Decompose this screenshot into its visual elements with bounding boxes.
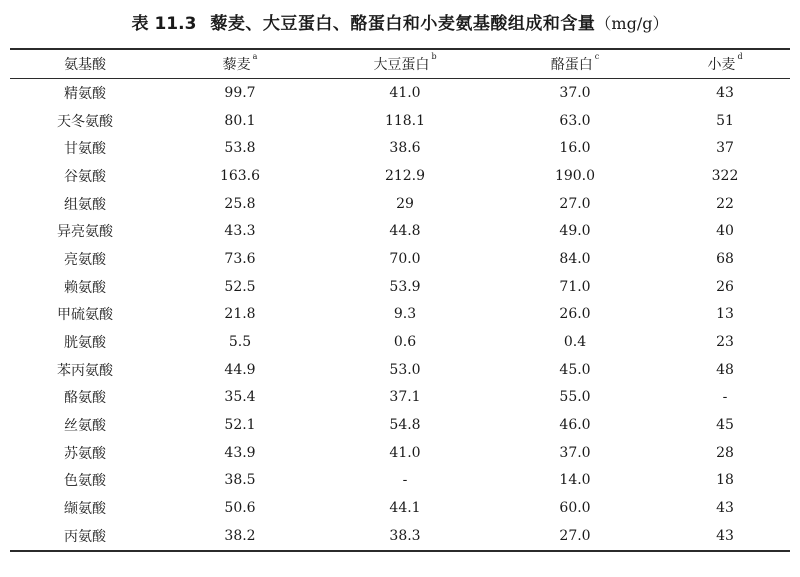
- cell-quinoa: 38.5: [224, 472, 256, 489]
- table-row: [10, 273, 790, 301]
- cell-soy-protein: 70.0: [389, 250, 421, 267]
- cell-quinoa: 52.1: [224, 417, 256, 434]
- cell-amino-acid: 异亮氨酸: [57, 224, 113, 241]
- cell-amino-acid: 赖氨酸: [64, 279, 106, 296]
- table-row: [10, 384, 790, 412]
- cell-quinoa: 53.8: [224, 140, 256, 157]
- cell-soy-protein: 9.3: [393, 306, 417, 323]
- cell-wheat: 51: [716, 112, 734, 129]
- table-row: [10, 356, 790, 384]
- cell-amino-acid: 亮氨酸: [64, 251, 106, 268]
- cell-amino-acid: 缬氨酸: [64, 501, 106, 518]
- cell-soy-protein: 37.1: [389, 389, 421, 406]
- cell-wheat: 43: [716, 84, 734, 101]
- cell-amino-acid: 色氨酸: [64, 473, 106, 490]
- amino-acid-table: [10, 48, 790, 552]
- cell-casein: 37.0: [559, 444, 591, 461]
- cell-wheat: 22: [716, 195, 734, 212]
- cell-amino-acid: 丝氨酸: [64, 418, 106, 435]
- cell-quinoa: 52.5: [224, 278, 256, 295]
- table-row: [10, 134, 790, 162]
- cell-quinoa: 21.8: [224, 306, 256, 323]
- cell-soy-protein: 38.6: [389, 140, 421, 157]
- header-amino-acid: 氨基酸: [64, 57, 106, 73]
- table-row: [10, 245, 790, 273]
- cell-wheat: 37: [716, 140, 734, 157]
- table-unit: （mg/g）: [595, 14, 669, 33]
- cell-wheat: -: [722, 389, 728, 406]
- cell-quinoa: 43.9: [224, 444, 256, 461]
- cell-wheat: 68: [716, 250, 734, 267]
- cell-wheat: 43: [716, 527, 734, 544]
- cell-quinoa: 35.4: [224, 389, 256, 406]
- header-soy-protein: 大豆蛋白$^b$: [373, 52, 437, 73]
- cell-casein: 14.0: [559, 472, 591, 489]
- cell-amino-acid: 酪氨酸: [64, 390, 106, 407]
- cell-soy-protein: 44.1: [389, 500, 421, 517]
- cell-soy-protein: 53.9: [389, 278, 421, 295]
- cell-quinoa: 43.3: [224, 223, 256, 240]
- cell-soy-protein: 53.0: [389, 361, 421, 378]
- cell-wheat: 45: [716, 417, 734, 434]
- table-row: [10, 301, 790, 329]
- table-caption: [10, 12, 790, 38]
- table-row: [10, 494, 790, 522]
- header-wheat: 小麦$^d$: [707, 52, 743, 73]
- table-title: 藜麦、大豆蛋白、酪蛋白和小麦氨基酸组成和含量: [210, 14, 596, 34]
- cell-casein: 55.0: [559, 389, 591, 406]
- cell-soy-protein: -: [402, 472, 408, 489]
- table-row: [10, 522, 790, 551]
- cell-quinoa: 5.5: [228, 334, 252, 351]
- table-row: [10, 217, 790, 245]
- cell-soy-protein: 38.3: [389, 527, 421, 544]
- table-number: 表 11.3: [131, 14, 197, 34]
- cell-casein: 49.0: [559, 223, 591, 240]
- cell-amino-acid: 天冬氨酸: [57, 113, 113, 130]
- cell-wheat: 48: [716, 361, 734, 378]
- table-row: [10, 411, 790, 439]
- cell-quinoa: 38.2: [224, 527, 256, 544]
- cell-amino-acid: 甘氨酸: [64, 141, 106, 158]
- cell-soy-protein: 41.0: [389, 84, 421, 101]
- cell-soy-protein: 41.0: [389, 444, 421, 461]
- table-body: [10, 79, 790, 551]
- cell-wheat: 18: [716, 472, 734, 489]
- cell-casein: 37.0: [559, 84, 591, 101]
- cell-wheat: 13: [716, 306, 734, 323]
- cell-wheat: 28: [716, 444, 734, 461]
- cell-amino-acid: 组氨酸: [64, 196, 106, 213]
- cell-amino-acid: 苏氨酸: [64, 445, 106, 462]
- header-casein: 酪蛋白$^c$: [550, 52, 600, 73]
- table-row: [10, 328, 790, 356]
- cell-quinoa: 50.6: [224, 500, 256, 517]
- cell-quinoa: 25.8: [224, 195, 256, 212]
- table-row: [10, 107, 790, 135]
- table-header-row: [10, 49, 790, 79]
- cell-quinoa: 163.6: [219, 167, 261, 184]
- cell-amino-acid: 精氨酸: [64, 85, 106, 102]
- cell-soy-protein: 0.6: [393, 334, 417, 351]
- cell-amino-acid: 丙氨酸: [64, 528, 106, 545]
- cell-soy-protein: 212.9: [384, 167, 426, 184]
- header-quinoa: 藜麦$^a$: [222, 52, 258, 73]
- cell-soy-protein: 44.8: [389, 223, 421, 240]
- cell-casein: 16.0: [559, 140, 591, 157]
- table-row: [10, 467, 790, 495]
- table-row: [10, 79, 790, 107]
- cell-wheat: 26: [716, 278, 734, 295]
- cell-casein: 71.0: [559, 278, 591, 295]
- cell-amino-acid: 谷氨酸: [64, 168, 106, 185]
- cell-wheat: 43: [716, 500, 734, 517]
- cell-casein: 26.0: [559, 306, 591, 323]
- cell-quinoa: 73.6: [224, 250, 256, 267]
- cell-wheat: 23: [716, 334, 734, 351]
- table-row: [10, 162, 790, 190]
- cell-casein: 63.0: [559, 112, 591, 129]
- cell-casein: 46.0: [559, 417, 591, 434]
- table-row: [10, 190, 790, 218]
- cell-quinoa: 44.9: [224, 361, 256, 378]
- cell-quinoa: 80.1: [224, 112, 256, 129]
- table-row: [10, 439, 790, 467]
- cell-wheat: 40: [716, 223, 734, 240]
- cell-amino-acid: 甲硫氨酸: [57, 307, 113, 324]
- cell-casein: 0.4: [563, 334, 587, 351]
- cell-soy-protein: 54.8: [389, 417, 421, 434]
- cell-quinoa: 99.7: [224, 84, 256, 101]
- cell-casein: 27.0: [559, 527, 591, 544]
- cell-wheat: 322: [711, 167, 739, 184]
- cell-amino-acid: 胱氨酸: [64, 335, 106, 352]
- cell-soy-protein: 118.1: [384, 112, 426, 129]
- cell-amino-acid: 苯丙氨酸: [57, 362, 113, 379]
- cell-casein: 60.0: [559, 500, 591, 517]
- cell-casein: 190.0: [554, 167, 596, 184]
- cell-casein: 84.0: [559, 250, 591, 267]
- cell-casein: 45.0: [559, 361, 591, 378]
- cell-casein: 27.0: [559, 195, 591, 212]
- cell-soy-protein: 29: [396, 195, 414, 212]
